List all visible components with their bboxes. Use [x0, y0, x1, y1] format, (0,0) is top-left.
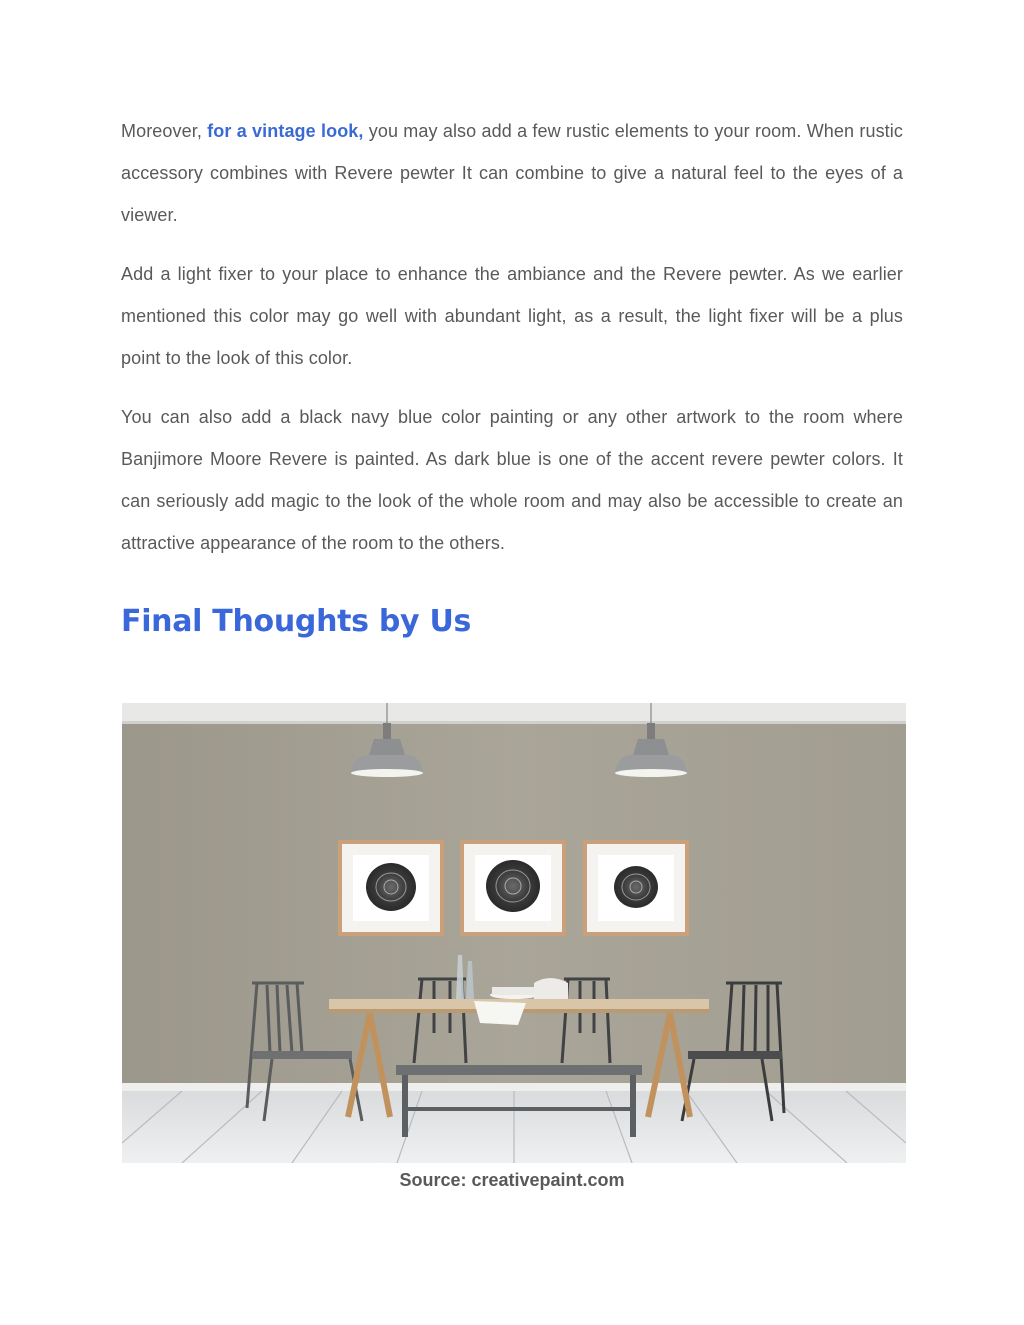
paragraph-vintage-intro: Moreover, [121, 121, 208, 141]
image-caption: Source: creativepaint.com [399, 1170, 625, 1190]
paragraph-artwork: You can also add a black navy blue color painting or any other artwork to the room where Banjimore Moore Revere is painted. As dark blue is one of the accent revere pewter colors. It can seriously add magic to the look of the whole room and may also be accessible to create an attractive appearance of the room to the others. [121, 407, 903, 553]
ceiling [122, 703, 906, 721]
dining-room-photo [122, 703, 906, 1163]
paragraph-light-fixer: Add a light fixer to your place to enhance the ambiance and the Revere pewter. As we earlier mentioned this color may go well with abundant light, as a result, the light fixer will be a plus point to the look of this color. [121, 264, 903, 368]
paragraph-vintage-rest: you may also add a few rustic elements to your room. When rustic accessory combines with Revere pewter It can combine to give a natural feel to the eyes of a viewer. [121, 121, 903, 225]
paragraph-vintage [121, 110, 903, 236]
framed-art-2 [460, 840, 566, 936]
framed-art-3 [583, 840, 689, 936]
section-heading: Final Thoughts by Us [121, 604, 472, 639]
framed-art-1 [338, 840, 444, 936]
article-body [121, 110, 903, 581]
vintage-look-highlight: for a vintage look, [207, 121, 364, 141]
